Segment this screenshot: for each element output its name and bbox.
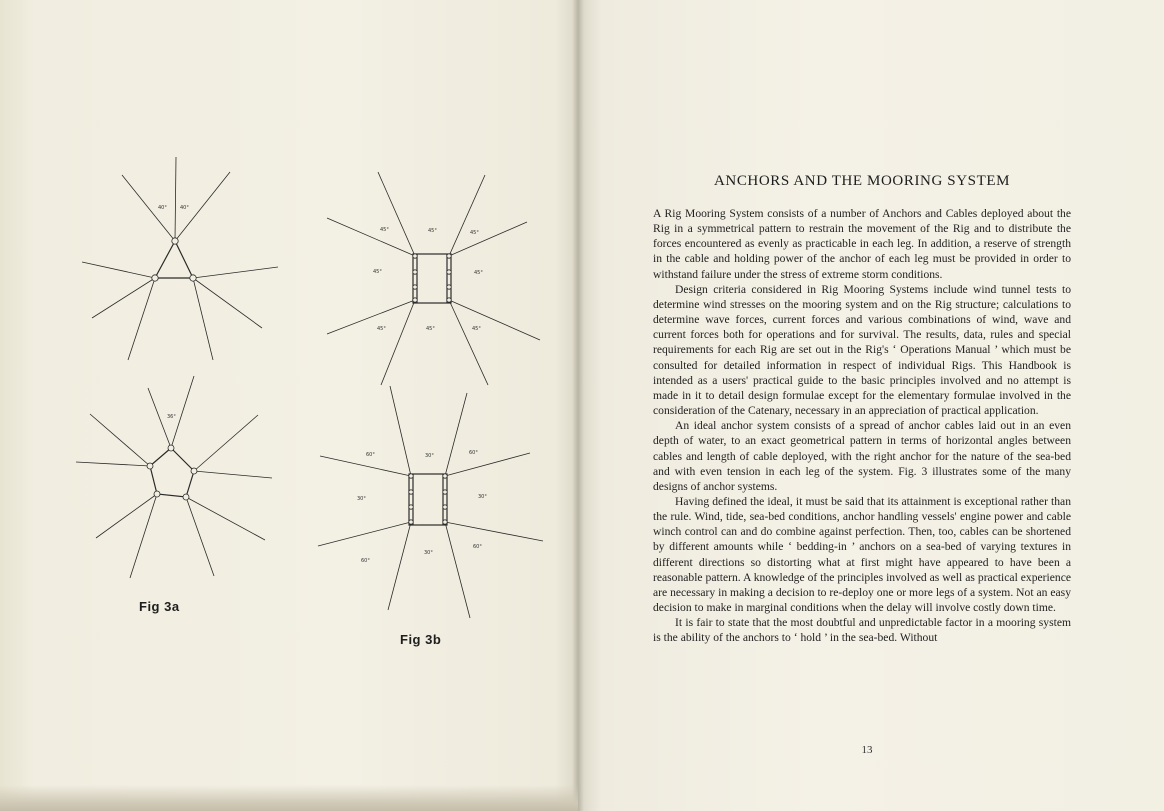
fig-3b-rectangle-45-mooring — [327, 172, 540, 385]
body-text — [653, 206, 1071, 646]
chapter-heading: ANCHORS AND THE MOORING SYSTEM — [713, 173, 1011, 189]
fig-3a-triangle-mooring — [82, 157, 278, 360]
page-number: 13 — [861, 744, 873, 756]
paragraph: It is fair to state that the most doubtful and unpredictable factor in a mooring system is the ability of the anchors to ‘ hold ’ in the sea-bed. Without — [653, 616, 1071, 645]
figure-caption-3b: Fig 3b — [400, 632, 442, 647]
angle-label: 45° — [373, 269, 382, 275]
angle-label: 60° — [469, 450, 478, 456]
angle-label: 30° — [425, 453, 434, 459]
angle-label: 36° — [167, 414, 176, 420]
fig-3b-rectangle-30-60-mooring — [318, 386, 543, 618]
angle-label: 30° — [424, 550, 433, 556]
angle-label: 60° — [366, 452, 375, 458]
angle-label: 45° — [426, 326, 435, 332]
angle-label: 40° — [180, 205, 189, 211]
angle-label: 30° — [478, 494, 487, 500]
paragraph: An ideal anchor system consists of a spread of anchor cables laid out in an even depth of water, to an exact geometrical pattern in terms of horizontal angles between cables and length of cable deployed, with the right anchor for the nature of the sea-bed and with even tension in each leg of the system. Fig. 3 illustrates some of the many designs of anchor systems. — [653, 419, 1071, 493]
paragraph: A Rig Mooring System consists of a number of Anchors and Cables deployed about the Rig in a symmetrical pattern to restrain the movement of the Rig and to distribute the forces encountered as evenly as practicable in each leg. In addition, a reserve of strength in the cable and holding power of the anchor of each leg must be provided in order to withstand failure under the stress of extreme storm conditions. — [653, 207, 1071, 281]
angle-label: 40° — [158, 205, 167, 211]
angle-label: 30° — [357, 496, 366, 502]
figure-diagrams — [0, 0, 578, 811]
angle-label: 45° — [377, 326, 386, 332]
angle-label: 60° — [361, 558, 370, 564]
fig-3a-pentagon-mooring — [76, 376, 272, 578]
angle-label: 60° — [473, 544, 482, 550]
angle-label: 45° — [428, 228, 437, 234]
angle-label: 45° — [474, 270, 483, 276]
angle-label: 45° — [470, 230, 479, 236]
paragraph: Design criteria considered in Rig Mooring Systems include wind tunnel tests to determine wind stresses on the mooring system and on the Rig structure; calculations to determine wave forces, current forces and various combinations of wind, wave and current forces both for operations and for survival. The results, data, rules and special requirements for each Rig are set out in the Rig's ‘ Operations Manual ’ which must be consulted for detailed information in respect of individual Rigs. This Handbook is intended as a users' practical guide to the basic principles involved and no attempt is made in it to detail design formulae except for the elementary formulae involved in the consideration of the Catenary, necessary in an appreciation of practical application. — [653, 282, 1071, 418]
figure-caption-3a: Fig 3a — [139, 599, 180, 614]
angle-label: 45° — [380, 227, 389, 233]
paragraph: Having defined the ideal, it must be said that its attainment is exceptional rather than the rule. Wind, tide, sea-bed conditions, anchor handling vessels' engine power and cable winch control can and do combine against perfection. Then, too, cables can be shortened by different amounts while ‘ bedding-in ’ anchors on a sea-bed of varying textures in different directions so distorting what at first might have appeared to have been a reasonable pattern. A knowledge of the principles involved as well as practical experience are necessary in making a decision to re-deploy one or more legs of a system. Not an easy decision to make in marginal conditions when the delay will involve costly down time. — [653, 494, 1071, 615]
angle-label: 45° — [472, 326, 481, 332]
